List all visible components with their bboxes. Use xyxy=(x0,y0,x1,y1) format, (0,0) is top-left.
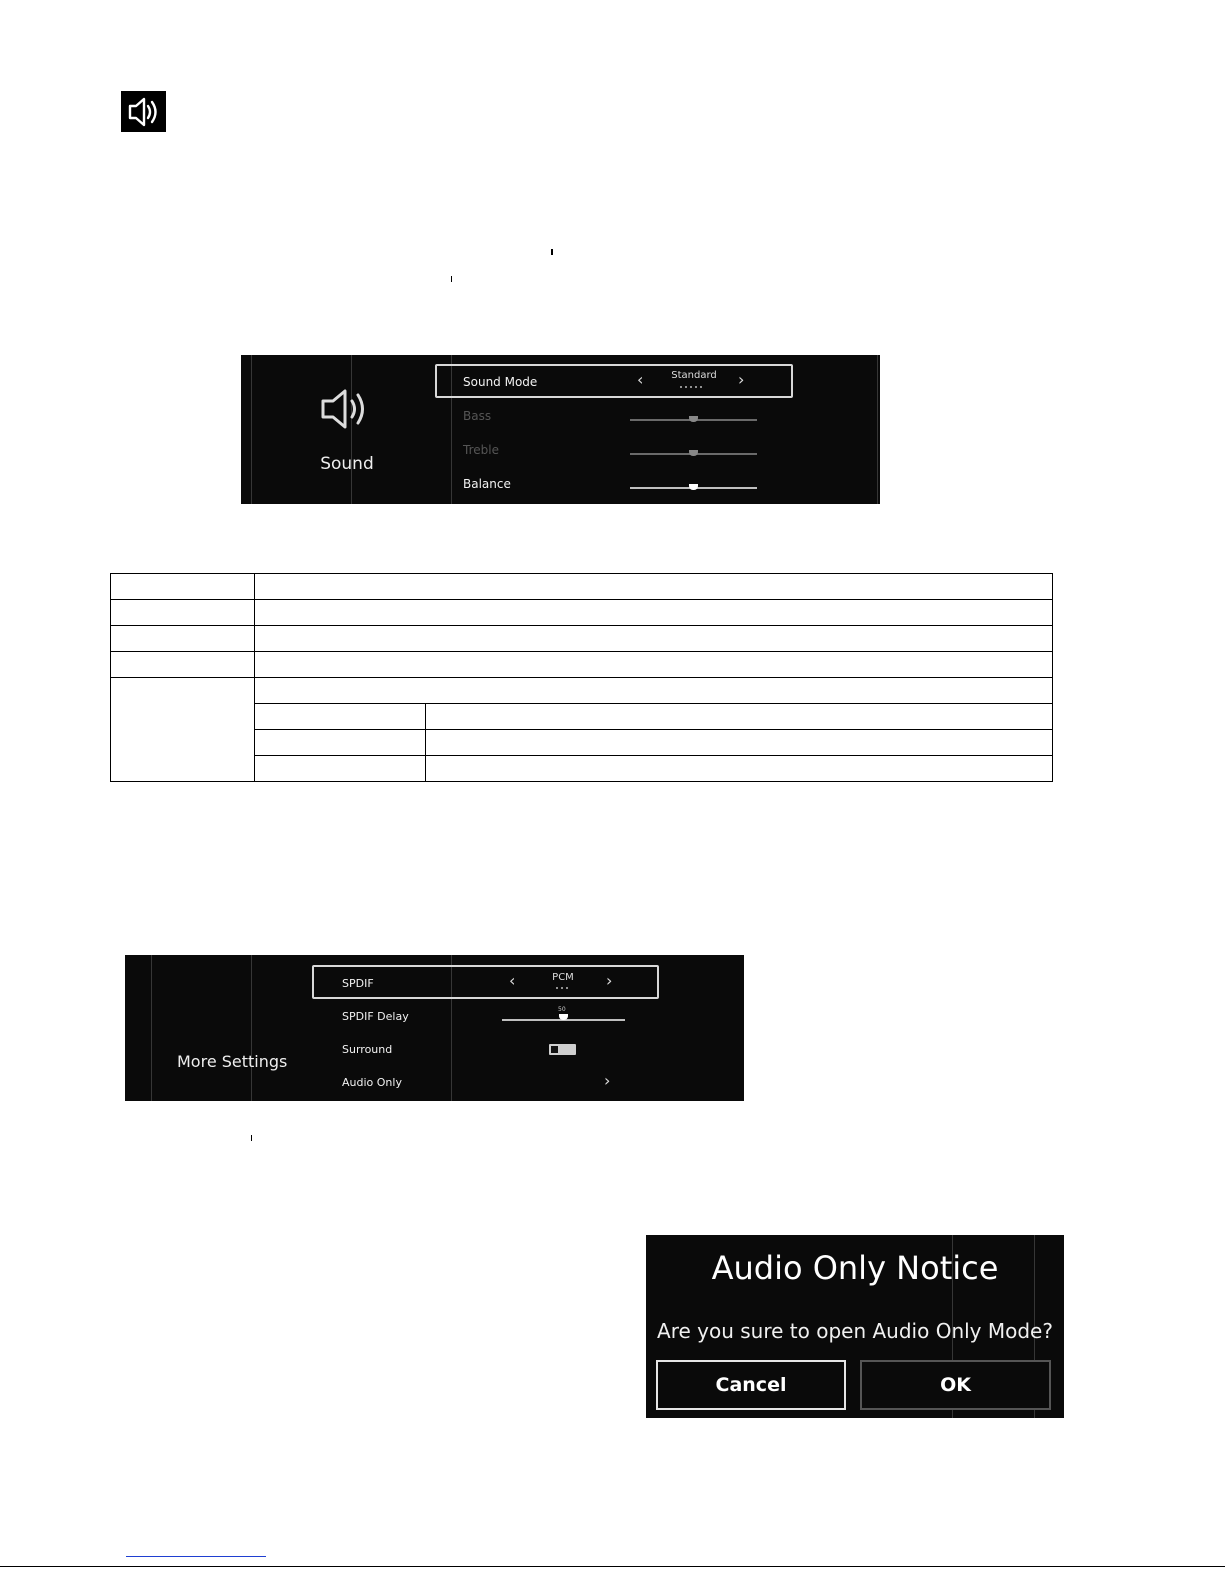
table-cell xyxy=(111,626,255,652)
table-cell xyxy=(255,704,426,730)
table-cell xyxy=(255,730,426,756)
bass-row[interactable] xyxy=(435,404,793,428)
audio-only-label: Audio Only xyxy=(342,1076,402,1089)
sound-mode-label: Sound Mode xyxy=(463,375,538,389)
speaker-icon xyxy=(121,91,166,132)
table-cell xyxy=(111,678,255,782)
chevron-right-icon[interactable]: › xyxy=(606,971,613,990)
treble-row[interactable] xyxy=(435,438,793,462)
table-cell xyxy=(255,574,1053,600)
spdif-page-dots xyxy=(556,987,568,989)
chevron-left-icon[interactable]: ‹ xyxy=(637,370,644,389)
table-row xyxy=(111,626,1053,652)
spdif-delay-value: 50 xyxy=(558,1006,566,1013)
more-settings-label: More Settings xyxy=(177,1052,288,1071)
chevron-left-icon[interactable]: ‹ xyxy=(509,971,516,990)
table-cell xyxy=(255,600,1053,626)
table-row xyxy=(111,574,1053,600)
scan-mark xyxy=(551,249,553,255)
sound-menu-panel xyxy=(241,355,880,504)
table-cell xyxy=(255,756,426,782)
scan-mark xyxy=(451,276,452,282)
table-row xyxy=(111,652,1053,678)
chevron-right-icon[interactable]: › xyxy=(604,1071,611,1090)
settings-description-table xyxy=(110,573,1053,782)
sound-mode-value: Standard xyxy=(671,370,717,381)
dialog-message: Are you sure to open Audio Only Mode? xyxy=(657,1319,1053,1343)
table-cell xyxy=(111,574,255,600)
sound-mode-row[interactable] xyxy=(435,364,793,398)
spdif-label: SPDIF xyxy=(342,977,374,990)
table-cell xyxy=(111,652,255,678)
audio-only-row[interactable] xyxy=(312,1071,659,1095)
treble-label: Treble xyxy=(463,443,499,457)
dialog-title: Audio Only Notice xyxy=(711,1249,999,1287)
spdif-row[interactable] xyxy=(312,965,659,999)
sound-category-label: Sound xyxy=(320,454,374,474)
table-row xyxy=(111,678,1053,704)
table-cell xyxy=(111,600,255,626)
footer-rule xyxy=(0,1566,1225,1567)
surround-toggle[interactable] xyxy=(549,1044,576,1055)
surround-row[interactable] xyxy=(312,1038,659,1062)
table-cell xyxy=(426,730,1053,756)
sound-category-icon xyxy=(319,385,375,433)
sound-mode-page-dots xyxy=(680,386,702,388)
balance-label: Balance xyxy=(463,477,511,491)
table-cell xyxy=(255,652,1053,678)
balance-row[interactable] xyxy=(435,472,793,496)
spdif-delay-label: SPDIF Delay xyxy=(342,1010,409,1023)
chevron-right-icon[interactable]: › xyxy=(738,370,745,389)
balance-slider-knob[interactable] xyxy=(689,484,698,490)
more-settings-panel xyxy=(125,955,744,1101)
scan-mark xyxy=(251,1135,252,1141)
table-cell xyxy=(426,704,1053,730)
spdif-delay-row[interactable] xyxy=(312,1005,659,1029)
bass-label: Bass xyxy=(463,409,492,423)
table-row xyxy=(111,600,1053,626)
audio-only-dialog xyxy=(646,1235,1064,1418)
bass-slider-knob[interactable] xyxy=(689,416,698,422)
footnote-link-underline[interactable] xyxy=(126,1556,266,1557)
table-cell xyxy=(255,678,1053,704)
ok-button[interactable]: OK xyxy=(860,1360,1051,1410)
surround-label: Surround xyxy=(342,1043,393,1056)
treble-slider-knob[interactable] xyxy=(689,450,698,456)
table-cell xyxy=(255,626,1053,652)
cancel-button[interactable]: Cancel xyxy=(656,1360,846,1410)
table-cell xyxy=(426,756,1053,782)
spdif-value: PCM xyxy=(552,972,574,983)
